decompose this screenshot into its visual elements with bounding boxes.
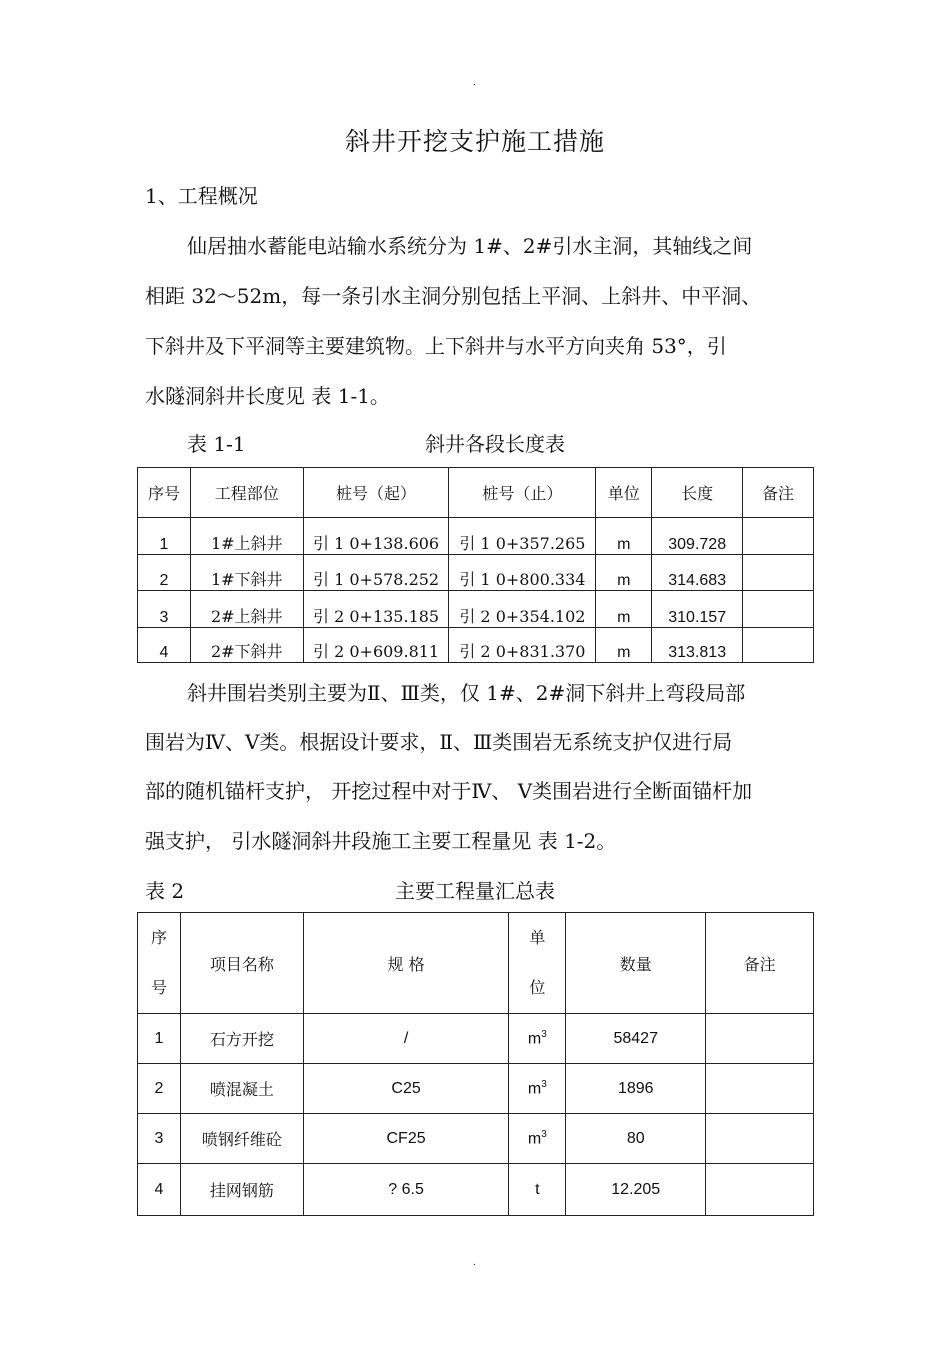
table-row: [138, 1064, 814, 1114]
table-cell: 80: [566, 1114, 706, 1164]
table2-header-cell: 数量: [566, 913, 706, 1014]
unit-superscript: 3: [541, 1028, 547, 1040]
table-cell: [509, 1014, 566, 1064]
table-cell: 1: [138, 1014, 181, 1064]
table-row: [138, 1114, 814, 1164]
table-cell: 1#上斜井: [190, 518, 303, 555]
table-cell: [509, 1064, 566, 1114]
paragraph-1-line: 水隧洞斜井长度见 表 1-1。: [145, 384, 390, 408]
table1-header-cell: 备注: [743, 468, 814, 518]
table1-caption-title: 斜井各段长度表: [425, 432, 565, 456]
table-row: [138, 1164, 814, 1216]
table-cell: 引 1 0+578.252: [303, 555, 449, 591]
table-cell: [706, 1164, 814, 1216]
table-cell: [743, 591, 814, 628]
table-cell: 2#上斜井: [190, 591, 303, 628]
table2-header-cell: [509, 913, 566, 1014]
table-cell: 引 1 0+138.606: [303, 518, 449, 555]
table-cell: 58427: [566, 1014, 706, 1064]
table2-header-text: 单位: [529, 928, 546, 997]
table-cell: 引 2 0+609.811: [303, 628, 449, 663]
table-cell: 引 2 0+354.102: [449, 591, 596, 628]
table-cell: 4: [138, 1164, 181, 1216]
table-cell: 石方开挖: [180, 1014, 303, 1064]
table-cell: [743, 555, 814, 591]
table-cell: [706, 1114, 814, 1164]
table-cell: [509, 1164, 566, 1216]
table-cell: 引 1 0+800.334: [449, 555, 596, 591]
table-cell: 4: [138, 628, 191, 663]
table1-header-cell: 桩号（起）: [303, 468, 449, 518]
table-cell: [743, 628, 814, 663]
unit-text: m: [527, 1130, 542, 1148]
header-dot: .: [473, 77, 476, 88]
section-heading: 1、工程概况: [145, 184, 258, 208]
table-cell: 2: [138, 1064, 181, 1114]
table-cell: 喷混凝土: [180, 1064, 303, 1114]
table-cell: 引 2 0+831.370: [449, 628, 596, 663]
table-cell: C25: [303, 1064, 509, 1114]
table2-header-text: 序号: [150, 928, 167, 997]
unit-text: m: [527, 1080, 542, 1098]
table-cell: 3: [138, 591, 191, 628]
unit-superscript: 3: [541, 1078, 547, 1090]
paragraph-2-line: 斜井围岩类别主要为Ⅱ、Ⅲ类，仅 1#、2#洞下斜井上弯段局部: [187, 681, 746, 705]
table-cell: 313.813: [652, 628, 743, 663]
table-row: [138, 628, 814, 663]
table-cell: m: [596, 555, 652, 591]
table-cell: 1896: [566, 1064, 706, 1114]
table-cell: 314.683: [652, 555, 743, 591]
paragraph-1-line: 相距 32～52m，每一条引水主洞分别包括上平洞、上斜井、中平洞、: [145, 284, 762, 308]
table-row: [138, 591, 814, 628]
table-cell: 挂网钢筋: [180, 1164, 303, 1216]
table-cell: 2#下斜井: [190, 628, 303, 663]
table2-caption-number: 表 2: [145, 879, 185, 903]
table-cell: 310.157: [652, 591, 743, 628]
table1-caption-number: 表 1-1: [187, 432, 246, 456]
table-cell: 1#下斜井: [190, 555, 303, 591]
table-cell: m: [596, 591, 652, 628]
table-cell: [743, 518, 814, 555]
table-cell: 喷钢纤维砼: [180, 1114, 303, 1164]
table1-header-cell: 单位: [596, 468, 652, 518]
table-2: [137, 912, 814, 1216]
table-row: [138, 555, 814, 591]
paragraph-1-line: 仙居抽水蓄能电站输水系统分为 1#、2#引水主洞，其轴线之间: [187, 234, 753, 258]
table-cell: [706, 1064, 814, 1114]
paragraph-2-line: 强支护， 引水隧洞斜井段施工主要工程量见 表 1-2。: [145, 829, 617, 853]
table1-header-cell: 桩号（止）: [449, 468, 596, 518]
document-title: 斜井开挖支护施工措施: [344, 127, 605, 156]
table-cell: [509, 1114, 566, 1164]
paragraph-2-line: 围岩为Ⅳ、Ⅴ类。根据设计要求，Ⅱ、Ⅲ类围岩无系统支护仅进行局: [145, 730, 733, 754]
table-cell: 2: [138, 555, 191, 591]
table-1: [137, 467, 814, 663]
unit-superscript: 3: [541, 1128, 547, 1140]
unit-text: t: [535, 1180, 540, 1198]
table1-header-cell: 工程部位: [190, 468, 303, 518]
table2-header-cell: 规 格: [303, 913, 509, 1014]
footer-dot: .: [473, 1257, 476, 1268]
table-cell: [706, 1014, 814, 1064]
table-row: [138, 518, 814, 555]
table-cell: 3: [138, 1114, 181, 1164]
table-cell: 引 2 0+135.185: [303, 591, 449, 628]
table2-header-cell: 项目名称: [180, 913, 303, 1014]
table-cell: 1: [138, 518, 191, 555]
table1-header-row: [138, 468, 814, 518]
table-cell: CF25: [303, 1114, 509, 1164]
table2-header-cell: 备注: [706, 913, 814, 1014]
table-cell: 引 1 0+357.265: [449, 518, 596, 555]
paragraph-2-line: 部的随机锚杆支护， 开挖过程中对于Ⅳ、 Ⅴ类围岩进行全断面锚杆加: [145, 779, 753, 803]
table-cell: ? 6.5: [303, 1164, 509, 1216]
table-row: [138, 1014, 814, 1064]
table-cell: /: [303, 1014, 509, 1064]
table-cell: 309.728: [652, 518, 743, 555]
table-cell: m: [596, 628, 652, 663]
table-cell: 12.205: [566, 1164, 706, 1216]
table1-header-cell: 序号: [138, 468, 191, 518]
table2-header-cell: [138, 913, 181, 1014]
table2-header-row: [138, 913, 814, 1014]
paragraph-1-line: 下斜井及下平洞等主要建筑物。上下斜井与水平方向夹角 53°，引: [145, 334, 727, 358]
table2-caption-title: 主要工程量汇总表: [395, 879, 555, 903]
unit-text: m: [527, 1030, 542, 1048]
table1-header-cell: 长度: [652, 468, 743, 518]
table-cell: m: [596, 518, 652, 555]
